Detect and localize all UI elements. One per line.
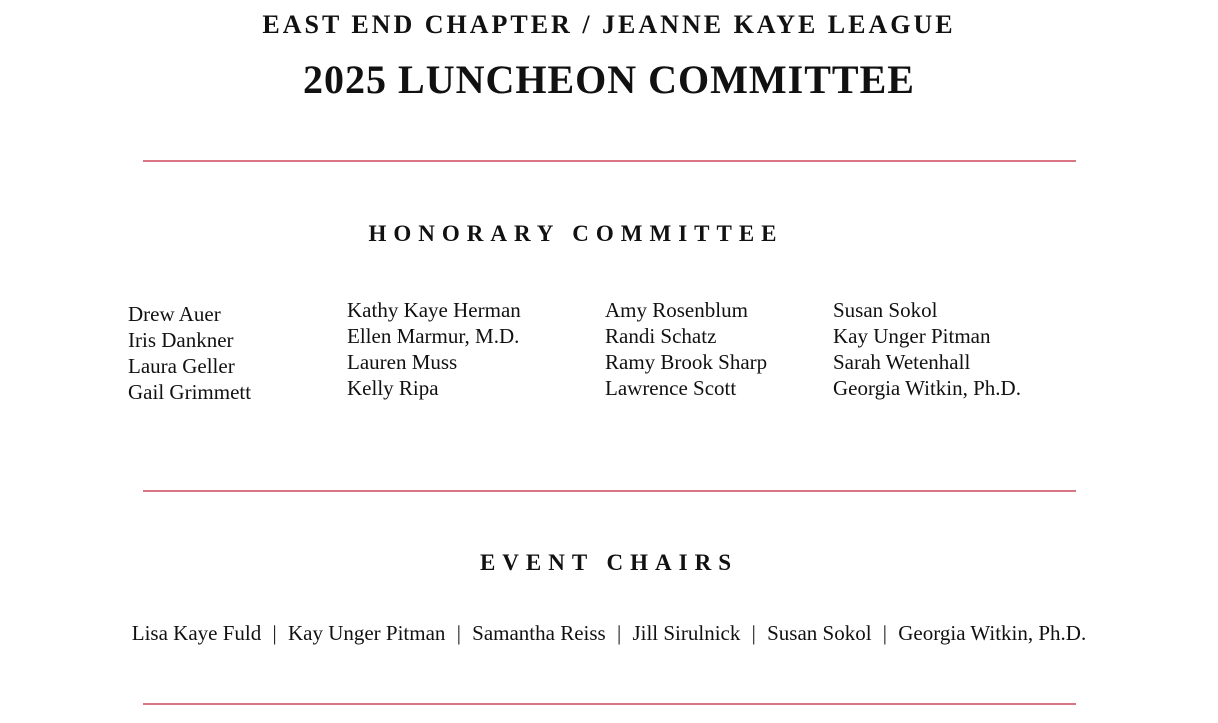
committee-member: Susan Sokol <box>833 298 938 322</box>
committee-member: Georgia Witkin, Ph.D. <box>833 376 1021 400</box>
event-chairs-list <box>0 619 1218 647</box>
committee-member: Ramy Brook Sharp <box>605 350 768 374</box>
committee-member: Kathy Kaye Herman <box>347 298 521 322</box>
name-separator: | <box>751 621 756 645</box>
name-separator: | <box>272 621 277 645</box>
honorary-column-1 <box>128 301 251 405</box>
divider-top <box>143 160 1076 162</box>
honorary-column-2 <box>347 297 521 401</box>
event-chair-name: Samantha Reiss <box>472 621 606 645</box>
committee-member: Iris Dankner <box>128 328 234 352</box>
committee-member: Randi Schatz <box>605 324 717 348</box>
event-chairs-heading: EVENT CHAIRS <box>479 550 739 575</box>
name-separator: | <box>456 621 461 645</box>
honorary-column-4 <box>833 297 1021 401</box>
committee-member: Lauren Muss <box>347 350 458 374</box>
committee-member: Amy Rosenblum <box>605 298 748 322</box>
committee-member: Sarah Wetenhall <box>833 350 971 374</box>
divider-bottom <box>143 703 1076 705</box>
committee-member: Laura Geller <box>128 354 235 378</box>
committee-member: Ellen Marmur, M.D. <box>347 324 520 348</box>
event-chair-name: Georgia Witkin, Ph.D. <box>898 621 1087 645</box>
committee-member: Drew Auer <box>128 302 221 326</box>
name-separator: | <box>882 621 888 645</box>
event-chair-name: Jill Sirulnick <box>632 621 741 645</box>
honorary-committee-heading: HONORARY COMMITTEE <box>368 221 784 246</box>
honorary-column-3 <box>605 297 767 401</box>
event-chair-name: Lisa Kaye Fuld <box>131 621 262 645</box>
committee-member: Lawrence Scott <box>605 376 737 400</box>
event-chair-name: Kay Unger Pitman <box>287 621 446 645</box>
divider-middle <box>143 490 1076 492</box>
committee-member: Kelly Ripa <box>347 376 439 400</box>
event-chair-name: Susan Sokol <box>767 621 872 645</box>
page-title: 2025 LUNCHEON COMMITTEE <box>303 57 915 102</box>
chapter-heading: EAST END CHAPTER / JEANNE KAYE LEAGUE <box>262 10 956 39</box>
committee-member: Gail Grimmett <box>128 380 252 404</box>
committee-member: Kay Unger Pitman <box>833 324 991 348</box>
name-separator: | <box>616 621 622 645</box>
